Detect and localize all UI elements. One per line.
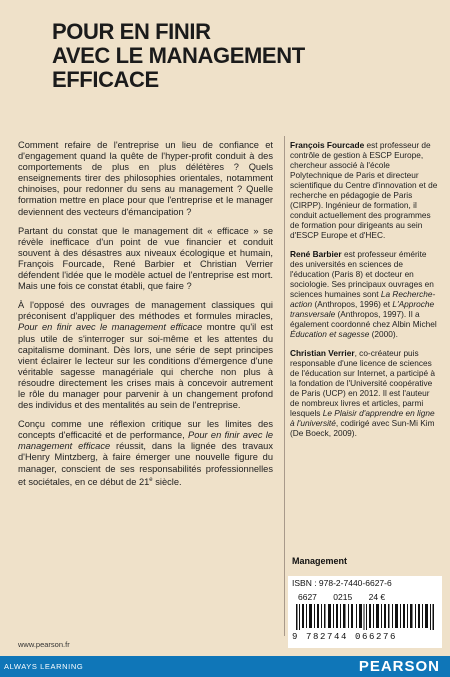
code-1: 6627 (298, 592, 317, 602)
code-2: 0215 (333, 592, 353, 602)
price-row (298, 592, 399, 602)
summary-paragraph-2: Partant du constat que le management dit « efficace » se révèle inefficace d'un point de vue financier et conduit souvent à des désastres aux niveaux écologique et humain, François Fourcade, René Barbier et Christian Verrier défendent l'idée que le modèle actuel de l'entreprise est mort. Mais une fois ce constat établi, que faire ? (18, 225, 273, 292)
barcode-block (288, 576, 442, 648)
summary-column (18, 140, 273, 496)
price: 24 € (368, 592, 386, 602)
title-line-3: EFFICACE (52, 67, 159, 92)
authors-column (290, 140, 438, 447)
summary-paragraph-1: Comment refaire de l'entreprise un lieu de confiance et d'engagement quand la quête de l'hyper-profit conduit à des comportements de plus en plus délétères ? Quels enseignements tirer des philosophies orientales, notamment chinoises, pour redonner du sens au management ? Quelle formation mettre en place pour que l'entreprise et le manager deviennent des vecteurs d'émancipation ? (18, 140, 273, 217)
author-bio-fourcade: François Fourcade est professeur de contrôle de gestion à ESCP Europe, chercheur associé à l'école Polytechnique de Paris et directeur scientifique du Centre d'innovation et de recherche en pédagogie de Paris (CIRPP). Ingénieur de formation, il conduit actuellement des programmes de formation pour dirigeants au sein d'ESCP Europe et d'HEC. (290, 140, 438, 240)
title-line-2: AVEC LE MANAGEMENT (52, 43, 305, 68)
publisher-logo: PEARSON (358, 658, 440, 675)
author-name: François Fourcade (290, 140, 365, 150)
barcode-icon (296, 604, 434, 630)
author-name: Christian Verrier (290, 348, 355, 358)
summary-paragraph-3: À l'opposé des ouvrages de management classiques qui préconisent d'appliquer des méthodes et formules miracles, Pour en finir avec le management efficace montre qu'il est plus utile de s'interroger sur soi-même et les attentes du capitalisme dominant. Dès lors, une série de sept principes vient éclairer le lecteur sur les conditions d'émergence d'une véritable sagesse managériale qui cherche non plus à résoudre directement les crises mais à concevoir autrement le rôle du manager pour parvenir à un changement profond des individus et des mentalités au sein de l'entreprise. (18, 300, 273, 411)
author-bio-barbier: René Barbier est professeur émérite des universités en sciences de l'éducation (Paris 8) et docteur en sociologie. Ses principaux ouvrages en sciences humaines sont La Recherche-action (Anthropos, 1996) et L'Approche transversale (Anthropos, 1997). Il a également coordonné chez Albin Michel Éducation et sagesse (2000). (290, 249, 437, 339)
column-divider (284, 136, 285, 636)
barcode-digits: 9 782744 066276 (292, 632, 398, 642)
title-line-1: POUR EN FINIR (52, 19, 211, 44)
author-name: René Barbier (290, 249, 342, 259)
publisher-url[interactable]: www.pearson.fr (18, 640, 70, 649)
footer-tagline: ALWAYS LEARNING (4, 662, 84, 671)
footer-bar (0, 656, 450, 677)
summary-paragraph-4: Conçu comme une réflexion critique sur les limites des concepts d'efficacité et de performance, Pour en finir avec le management efficace réussit, dans la lignée des travaux d'Henry Mintzberg, à faire émerger une nouvelle figure du manager, conscient de ses responsabilités professionnelles et sociétales, en ce début de 21e siècle. (18, 419, 273, 487)
author-bio-verrier: Christian Verrier, co-créateur puis responsable d'une licence de sciences de l'éducation sur Internet, a participé à la fondation de l'Université coopérative de Paris (UCP) en 2012. Il est l'auteur de nombreux livres et articles, parmi lesquels Le Plaisir d'apprendre en ligne à l'université, codirigé avec Sun-Mi Kim (De Boeck, 2009). (290, 348, 436, 438)
book-title (52, 20, 372, 92)
category-label: Management (292, 556, 348, 566)
isbn-text: ISBN : 978-2-7440-6627-6 (292, 578, 392, 588)
